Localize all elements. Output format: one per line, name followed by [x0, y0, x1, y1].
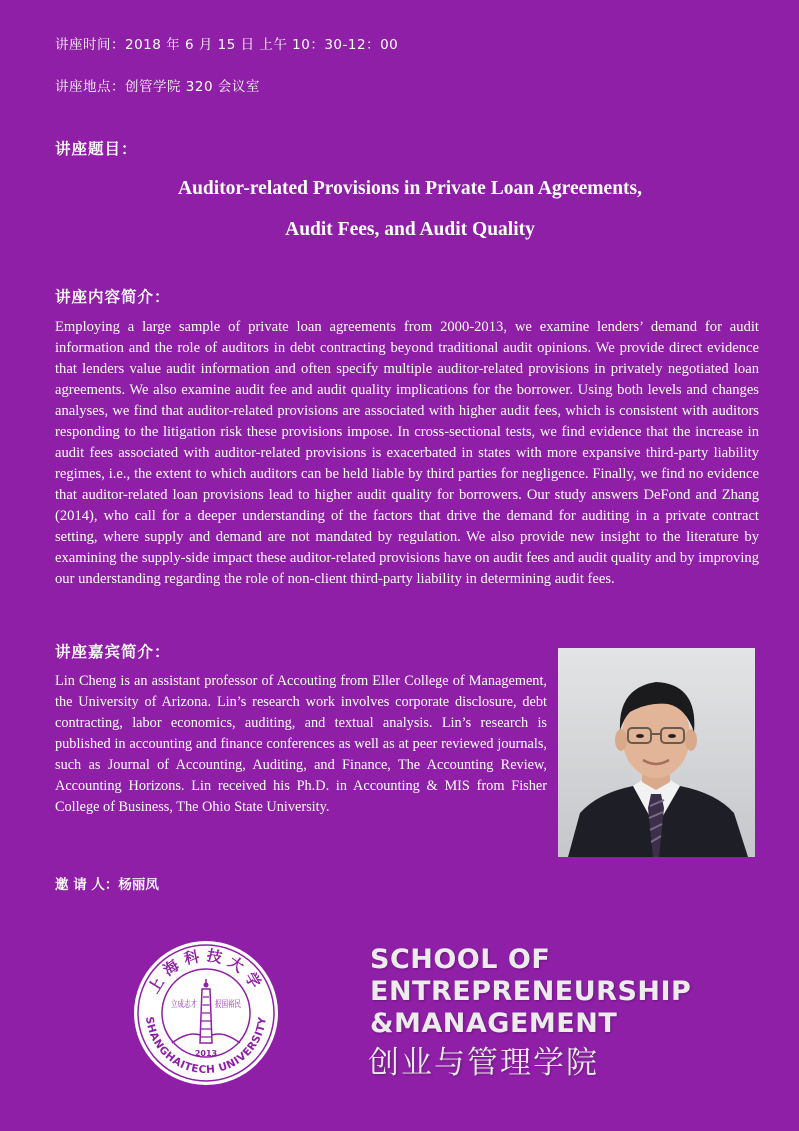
lecture-location: [55, 75, 260, 95]
school-name-en-line2: ENTREPRENEURSHIP: [370, 976, 692, 1007]
logo-top-text: 上海科技大学: [144, 946, 268, 997]
inviter-name: 杨丽凤: [118, 877, 159, 893]
school-name-zh: 创业与管理学院: [368, 1045, 599, 1081]
logo-motto-right: 报国裕民: [215, 1000, 252, 1010]
lecture-time: [55, 33, 398, 53]
inviter-label: 邀 请 人：: [55, 877, 119, 893]
speaker-bio: Lin Cheng is an assistant professor of Accouting from Eller College of Management, the University of Arizona. Lin’s research work involves corporate disclosure, debt contracting, labor economics, auditing, and textual analysis. Lin’s research is published in accounting and finance conferences as well as at peer reviewed journals, such as Journal of Accounting, Auditing, and Finance, The Accounting Review, Accounting Horizons. Lin received his Ph.D. in Accounting & MIS from Fisher College of Business, The Ohio State University.: [55, 673, 547, 815]
lecture-location-label: 讲座地点：: [55, 79, 125, 95]
logo-motto-left: 立成志才: [171, 1000, 208, 1010]
lecture-time-value: 2018 年 6 月 15 日 上午 10：30-12：00: [125, 37, 399, 53]
speaker-portrait-icon: [558, 648, 755, 857]
school-name-en-line1: SCHOOL OF: [370, 944, 551, 975]
logo-year: 2013: [194, 1049, 218, 1058]
logo-bottom-text: SHANGHAITECH UNIVERSITY: [143, 1015, 269, 1077]
lecture-time-label: 讲座时间：: [55, 37, 125, 53]
lecture-location-value: 创管学院 320 会议室: [125, 79, 260, 95]
talk-title-line2: Audit Fees, and Audit Quality: [285, 219, 535, 240]
speaker-label: 讲座嘉宾简介：: [55, 643, 171, 661]
university-seal-icon: [132, 939, 280, 1087]
shanghaitech-logo: [132, 939, 280, 1087]
topic-label: 讲座题目：: [55, 140, 138, 158]
school-name-en-line3: &MANAGEMENT: [370, 1008, 618, 1039]
speaker-photo: [558, 648, 755, 857]
abstract-text: Employing a large sample of private loan agreements from 2000-2013, we examine lenders’ demand for audit information and the role of auditors in debt contracting beyond traditional audit opinions. We provide direct evidence that lenders value audit information and often specify multiple auditor-related provisions in privately negotiated loan agreements. We also examine audit fee and audit quality implications for the borrower. Using both levels and changes analyses, we find that auditor-related provisions are associated with higher audit fees, which is consistent with auditors responding to the litigation risk these provisions impose. In cross-sectional tests, we find evidence that the increase in audit fees associated with auditor-related provisions is exacerbated in states with more expansive third-party liability regimes, i.e., the extent to which auditors can be held liable by third parties for negligence. Finally, we find no evidence that auditor-related loan provisions lead to higher audit quality for borrowers. Our study answers DeFond and Zhang (2014), who call for a deeper understanding of the factors that drive the demand for auditing in a private contract setting, where supply and demand are not mandated by regulation. We also provide new insight to the literature by examining the supply-side impact these auditor-related provisions have on audit fees and audit quality and by improving our understanding regarding the role of non-client third-party liability in determining audit fees.: [55, 319, 759, 587]
inviter: [55, 873, 159, 893]
talk-title-line1: Auditor-related Provisions in Private Loan Agreements,: [178, 178, 642, 199]
abstract-label: 讲座内容简介：: [55, 288, 171, 306]
